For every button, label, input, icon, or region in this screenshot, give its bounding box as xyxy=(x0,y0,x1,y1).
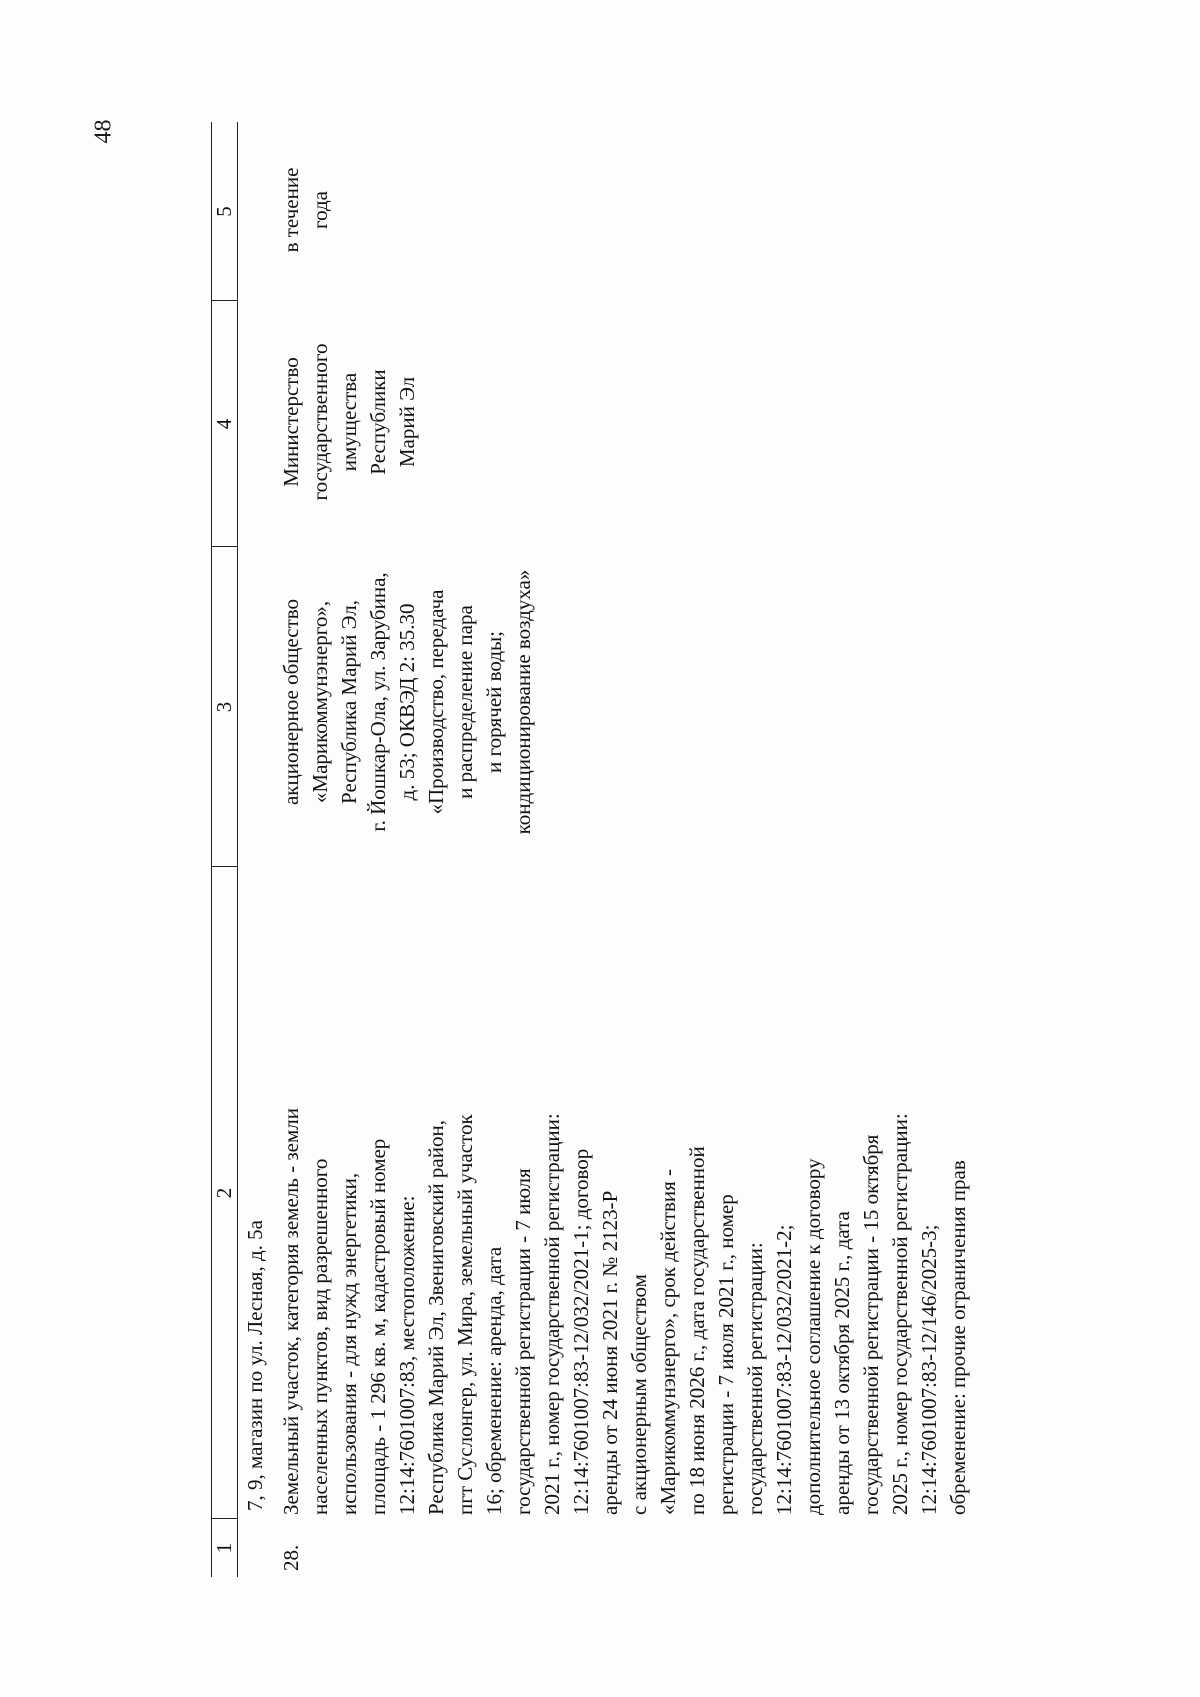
authority-line: Республики xyxy=(366,369,390,475)
column-header-2: 2 xyxy=(212,1187,236,1199)
description-line: 16; обременение: аренда, дата xyxy=(482,1246,506,1515)
tenant-cell xyxy=(277,547,538,857)
description-line: государственной регистрации - 15 октября xyxy=(859,1134,883,1515)
description-line: 12:14:7601007:83-12/032/2021-1; договор xyxy=(569,1148,593,1515)
column-header-5: 5 xyxy=(212,206,236,217)
term-line: года xyxy=(308,191,332,229)
description-line: населенных пунктов, вид разрешенного xyxy=(308,1158,332,1515)
description-line: 12:14:7601007:83-12/146/2025-3; xyxy=(917,1224,941,1515)
description-line: 12:14:7601007:83-12/032/2021-2; xyxy=(772,1224,796,1515)
authority-line: Марий Эл xyxy=(395,376,419,468)
description-line: аренды от 24 июня 2021 г. № 2123-Р xyxy=(598,1190,622,1515)
description-line: аренды от 13 октября 2025 г., дата xyxy=(830,1211,854,1515)
authority-line: имущества xyxy=(337,372,361,472)
term-line: в течение xyxy=(279,167,303,253)
tenant-line: Республика Марий Эл, xyxy=(337,600,361,804)
description-line: обременение: прочие ограничения прав xyxy=(946,1160,970,1515)
description-line: 12:14:7601007:83, местоположение: xyxy=(395,1195,419,1515)
row-number: 28. xyxy=(279,1544,303,1571)
description-line: государственной регистрации: xyxy=(743,1242,767,1515)
term-cell xyxy=(277,125,335,295)
description-line: Земельный участок, категория земель - земли xyxy=(279,1108,303,1515)
tenant-line: «Производство, передача xyxy=(424,589,448,815)
description-line: государственной регистрации - 7 июля xyxy=(511,1168,535,1515)
description-line: 2025 г., номер государственной регистрации: xyxy=(888,1113,912,1515)
description-line: Республика Марий Эл, Звениговский район, xyxy=(424,1120,448,1515)
previous-row-continuation: 7, 9, магазин по ул. Лесная, д. 5а xyxy=(243,1220,267,1511)
description-line: регистрации - 7 июля 2021 г., номер xyxy=(714,1194,738,1515)
tenant-line: и распределение пара xyxy=(453,605,477,799)
column-header-1: 1 xyxy=(212,1542,236,1554)
column-header-4: 4 xyxy=(212,418,236,430)
page-number: 48 xyxy=(90,119,117,144)
description-line: «Марикоммунэнерго», срок действия - xyxy=(656,1168,680,1515)
description-line: пгт Суслонгер, ул. Мира, земельный участок xyxy=(453,1114,477,1515)
description-line: 2021 г., номер государственной регистрации: xyxy=(540,1113,564,1515)
table-header-bottom-rule xyxy=(237,122,238,1577)
tenant-line: акционерное общество xyxy=(279,598,303,806)
registry-table xyxy=(211,122,991,1577)
description-line: площадь - 1 296 кв. м, кадастровый номер xyxy=(366,1138,390,1515)
tenant-line: кондиционирование воздуха» xyxy=(511,569,535,835)
tenant-line: г. Йошкар-Ола, ул. Зарубина, xyxy=(366,572,390,832)
authority-line: Министерство xyxy=(279,357,303,487)
description-line: использования - для нужд энергетики, xyxy=(337,1172,361,1515)
description-line: дополнительное соглашение к договору xyxy=(801,1158,825,1515)
authority-cell xyxy=(277,303,422,541)
property-description-cell xyxy=(277,875,973,1515)
description-line: по 18 июня 2026 г., дата государственной xyxy=(685,1146,709,1515)
authority-line: государственного xyxy=(308,343,332,501)
tenant-line: и горячей воды; xyxy=(482,631,506,773)
column-header-3: 3 xyxy=(212,701,236,713)
tenant-line: «Марикоммунэнерго», xyxy=(308,600,332,804)
tenant-line: д. 53; ОКВЭД 2: 35.30 xyxy=(395,603,419,801)
description-line: с акционерным обществом xyxy=(627,1274,651,1515)
